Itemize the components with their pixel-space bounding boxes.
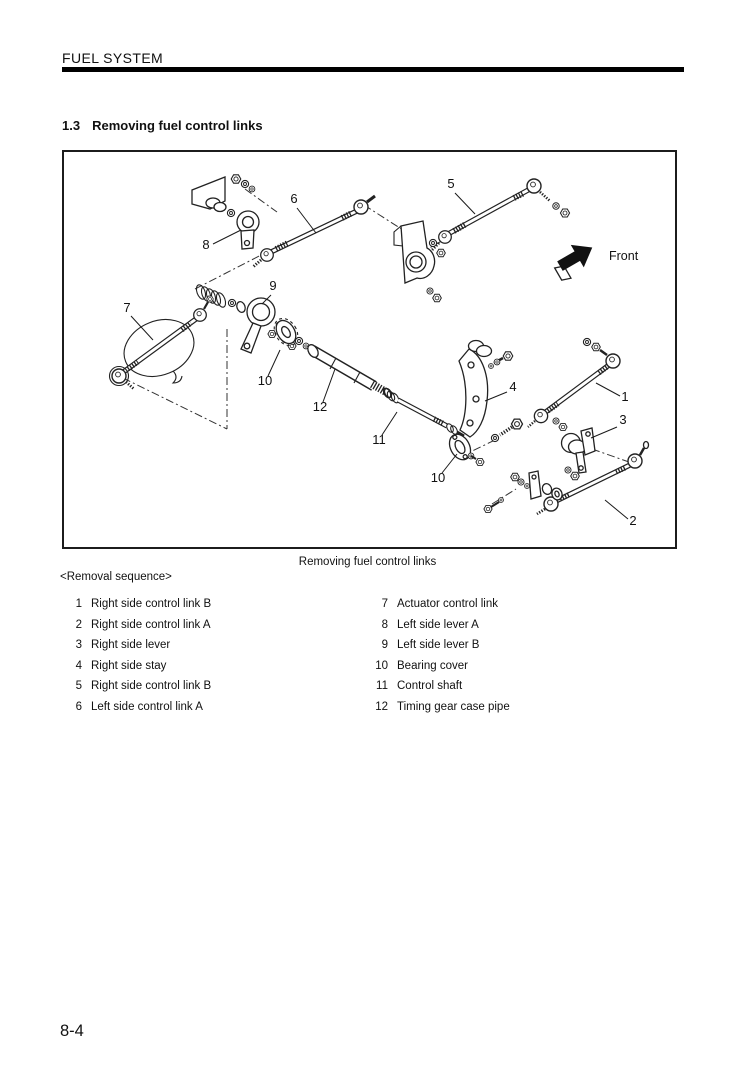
callout-layer bbox=[123, 176, 636, 528]
part-name: Left side control link A bbox=[91, 700, 203, 713]
callout-leader bbox=[485, 392, 507, 401]
part-number: 8 bbox=[381, 618, 388, 631]
front-label: Front bbox=[609, 249, 639, 263]
part-name: Right side lever bbox=[91, 639, 171, 651]
part-row bbox=[62, 656, 362, 677]
callout-number: 7 bbox=[123, 300, 131, 315]
part-row bbox=[62, 594, 362, 615]
part-name: Right side control link A bbox=[91, 618, 211, 631]
part-number: 3 bbox=[75, 639, 82, 651]
part-left-side-control-link-a bbox=[253, 196, 375, 267]
front-arrow-icon bbox=[549, 237, 599, 282]
callout-number: 4 bbox=[509, 379, 517, 394]
part-name: Timing gear case pipe bbox=[397, 700, 510, 713]
callout-leader bbox=[596, 383, 620, 396]
part-row bbox=[368, 697, 668, 718]
part-right-side-control-link-b-upper bbox=[423, 179, 569, 258]
callout-leader bbox=[605, 500, 628, 519]
part-control-shaft bbox=[382, 387, 464, 436]
part-name: Left side lever B bbox=[397, 639, 480, 651]
part-row bbox=[62, 615, 362, 636]
part-row bbox=[62, 676, 362, 697]
callout-number: 5 bbox=[447, 176, 455, 191]
part-right-side-lever bbox=[562, 428, 596, 480]
part-number: 9 bbox=[381, 639, 388, 651]
part-number: 10 bbox=[375, 659, 388, 672]
part-right-side-control-link-a bbox=[484, 442, 649, 515]
part-name: Left side lever A bbox=[397, 618, 479, 631]
part-row bbox=[368, 656, 668, 677]
part-timing-gear-case-pipe bbox=[306, 343, 393, 399]
part-row bbox=[62, 635, 362, 656]
part-row bbox=[368, 676, 668, 697]
section-heading bbox=[62, 118, 263, 133]
part-number: 2 bbox=[75, 618, 82, 631]
actuator-bracket bbox=[394, 221, 445, 302]
callout-number: 8 bbox=[202, 237, 210, 252]
part-name: Right side control link B bbox=[91, 680, 212, 692]
callout-number: 1 bbox=[621, 389, 629, 404]
part-name: Right side stay bbox=[91, 659, 167, 672]
part-number: 11 bbox=[376, 680, 388, 692]
callout-leader bbox=[591, 427, 617, 438]
part-name: Bearing cover bbox=[397, 659, 468, 672]
callout-number: 10 bbox=[430, 470, 446, 485]
removal-sequence-heading: <Removal sequence> bbox=[60, 571, 172, 583]
part-number: 1 bbox=[75, 598, 82, 610]
page-header: FUEL SYSTEM bbox=[62, 50, 164, 66]
part-number: 7 bbox=[381, 598, 388, 610]
callout-leader bbox=[213, 230, 241, 244]
part-row bbox=[62, 697, 362, 718]
part-number: 4 bbox=[75, 659, 82, 672]
part-row bbox=[368, 635, 668, 656]
callout-number: 11 bbox=[372, 432, 386, 447]
parts-column-left bbox=[62, 594, 362, 717]
header-rule bbox=[62, 67, 684, 72]
page-number: 8-4 bbox=[60, 1022, 84, 1040]
callout-number: 6 bbox=[290, 191, 298, 206]
part-name: Actuator control link bbox=[397, 598, 498, 610]
figure-caption: Removing fuel control links bbox=[298, 556, 437, 568]
callout-leader bbox=[323, 369, 335, 402]
callout-leader bbox=[455, 193, 475, 214]
part-number: 12 bbox=[375, 700, 388, 713]
parts-column-right bbox=[368, 594, 668, 717]
callout-leader bbox=[131, 316, 153, 340]
part-right-side-control-link-b bbox=[528, 338, 620, 430]
part-name: Control shaft bbox=[397, 680, 463, 692]
callout-number: 3 bbox=[619, 412, 627, 427]
center-lines bbox=[123, 189, 629, 504]
part-row bbox=[368, 594, 668, 615]
callout-number: 9 bbox=[269, 278, 277, 293]
figure-frame bbox=[62, 150, 677, 549]
section-number: 1.3 bbox=[62, 118, 81, 133]
part-name: Right side control link B bbox=[91, 598, 212, 610]
callout-leader bbox=[297, 208, 316, 233]
callout-number: 12 bbox=[312, 399, 328, 414]
part-number: 6 bbox=[75, 700, 82, 713]
part-number: 5 bbox=[75, 680, 82, 692]
callout-number: 2 bbox=[629, 513, 637, 528]
callout-number: 10 bbox=[257, 373, 273, 388]
section-title: Removing fuel control links bbox=[92, 118, 263, 133]
exploded-diagram bbox=[64, 152, 675, 547]
part-row bbox=[368, 615, 668, 636]
